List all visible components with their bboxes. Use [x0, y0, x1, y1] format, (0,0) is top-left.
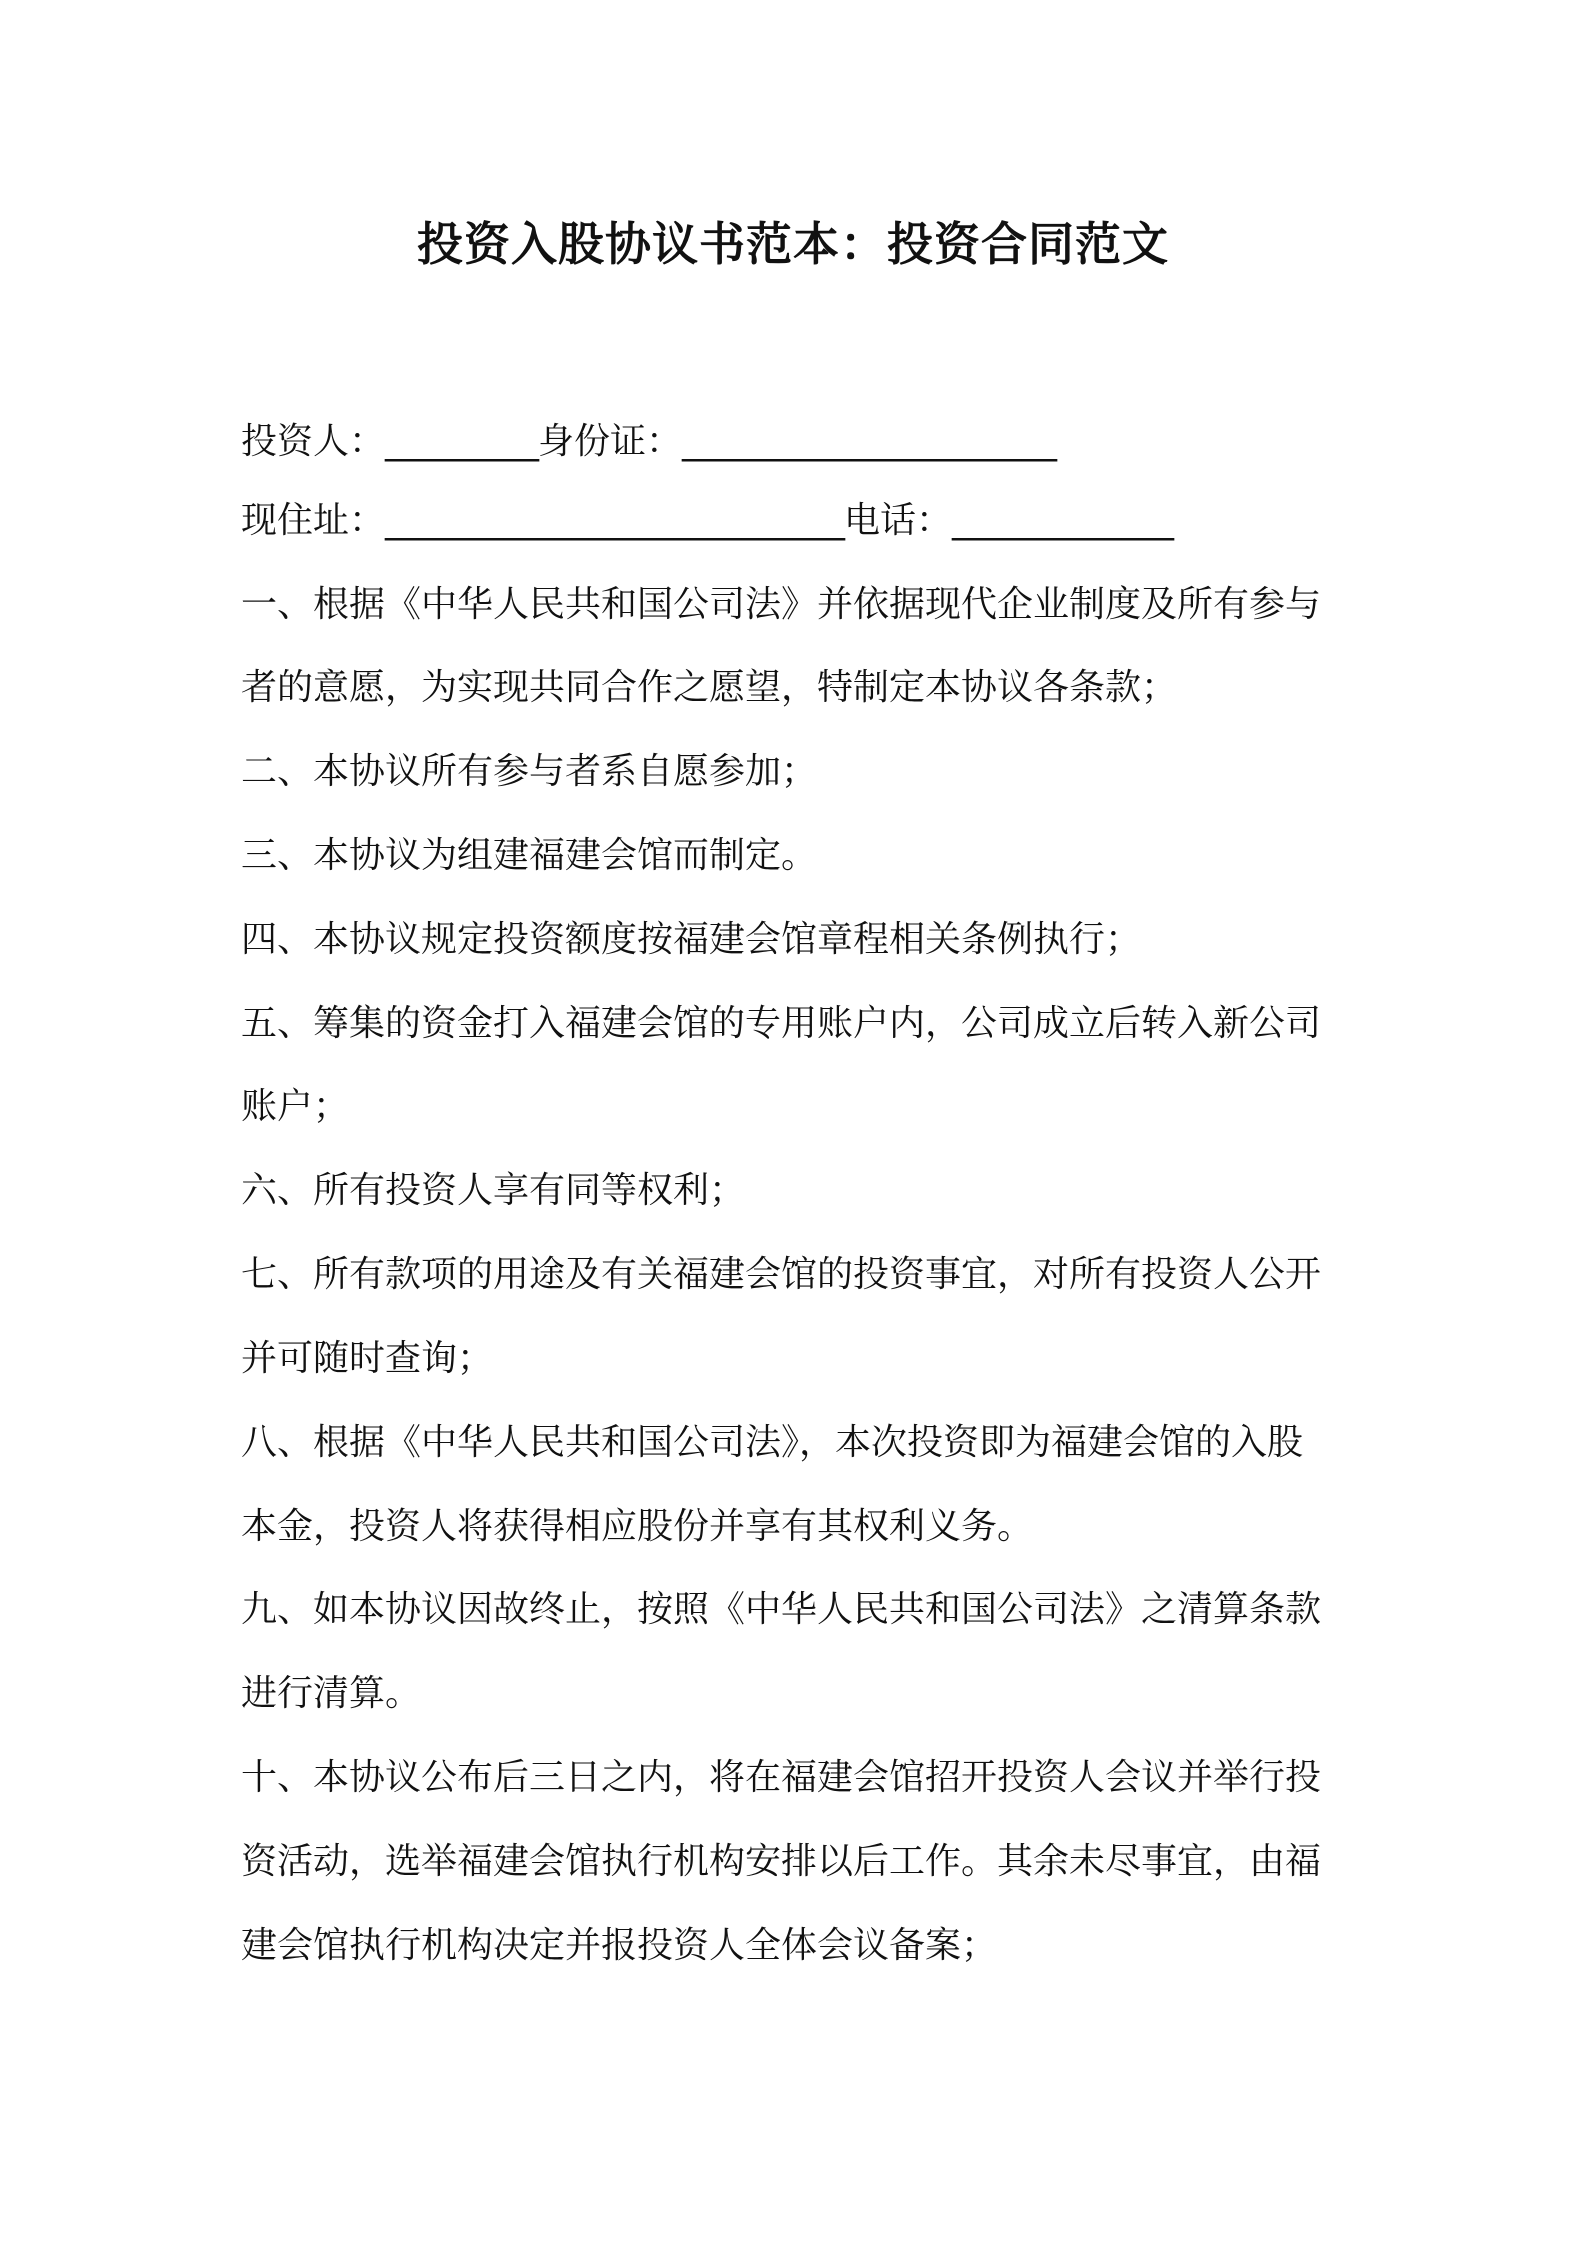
- document-title: 投资入股协议书范本：投资合同范文: [417, 217, 1169, 271]
- clause-line: 七、所有款项的用途及有关福建会馆的投资事宜，对所有投资人公开: [241, 1254, 1322, 1295]
- investor-field-row: [241, 417, 1361, 467]
- clause-line: 并可随时查询；: [241, 1338, 494, 1379]
- address-blank: ___________________________: [385, 500, 845, 541]
- clause-line: 账户；: [241, 1086, 350, 1127]
- clause-line: 八、根据《中华人民共和国公司法》，本次投资即为福建会馆的入股: [241, 1422, 1304, 1463]
- clause-line: 资活动，选举福建会馆执行机构安排以后工作。其余未尽事宜，由福: [241, 1841, 1322, 1882]
- clause-line: 进行清算。: [241, 1673, 422, 1714]
- id-blank: ______________________: [682, 421, 1057, 462]
- clause-line: 九、如本协议因故终止，按照《中华人民共和国公司法》之清算条款: [241, 1589, 1322, 1630]
- clause-line: 一、根据《中华人民共和国公司法》并依据现代企业制度及所有参与: [241, 584, 1322, 625]
- id-label: 身份证：: [538, 421, 683, 462]
- clause-line: 二、本协议所有参与者系自愿参加；: [241, 751, 818, 792]
- clause-line: 建会馆执行机构决定并报投资人全体会议备案；: [241, 1925, 998, 1966]
- clause-line: 三、本协议为组建福建会馆而制定。: [241, 835, 818, 876]
- investor-label: 投资人：: [241, 421, 386, 462]
- clause-line: 六、所有投资人享有同等权利；: [241, 1170, 746, 1211]
- investor-blank: _________: [385, 421, 539, 462]
- address-field-row: [241, 496, 1361, 546]
- clause-line: 五、筹集的资金打入福建会馆的专用账户内，公司成立后转入新公司: [241, 1003, 1322, 1044]
- address-label: 现住址：: [241, 500, 386, 541]
- clause-line: 本金，投资人将获得相应股份并享有其权利义务。: [241, 1506, 1034, 1547]
- clause-line: 者的意愿，为实现共同合作之愿望，特制定本协议各条款；: [241, 667, 1178, 708]
- phone-blank: _____________: [952, 500, 1174, 541]
- clause-line: 十、本协议公布后三日之内，将在福建会馆招开投资人会议并举行投: [241, 1757, 1322, 1798]
- clause-line: 四、本协议规定投资额度按福建会馆章程相关条例执行；: [241, 919, 1142, 960]
- phone-label: 电话：: [844, 500, 953, 541]
